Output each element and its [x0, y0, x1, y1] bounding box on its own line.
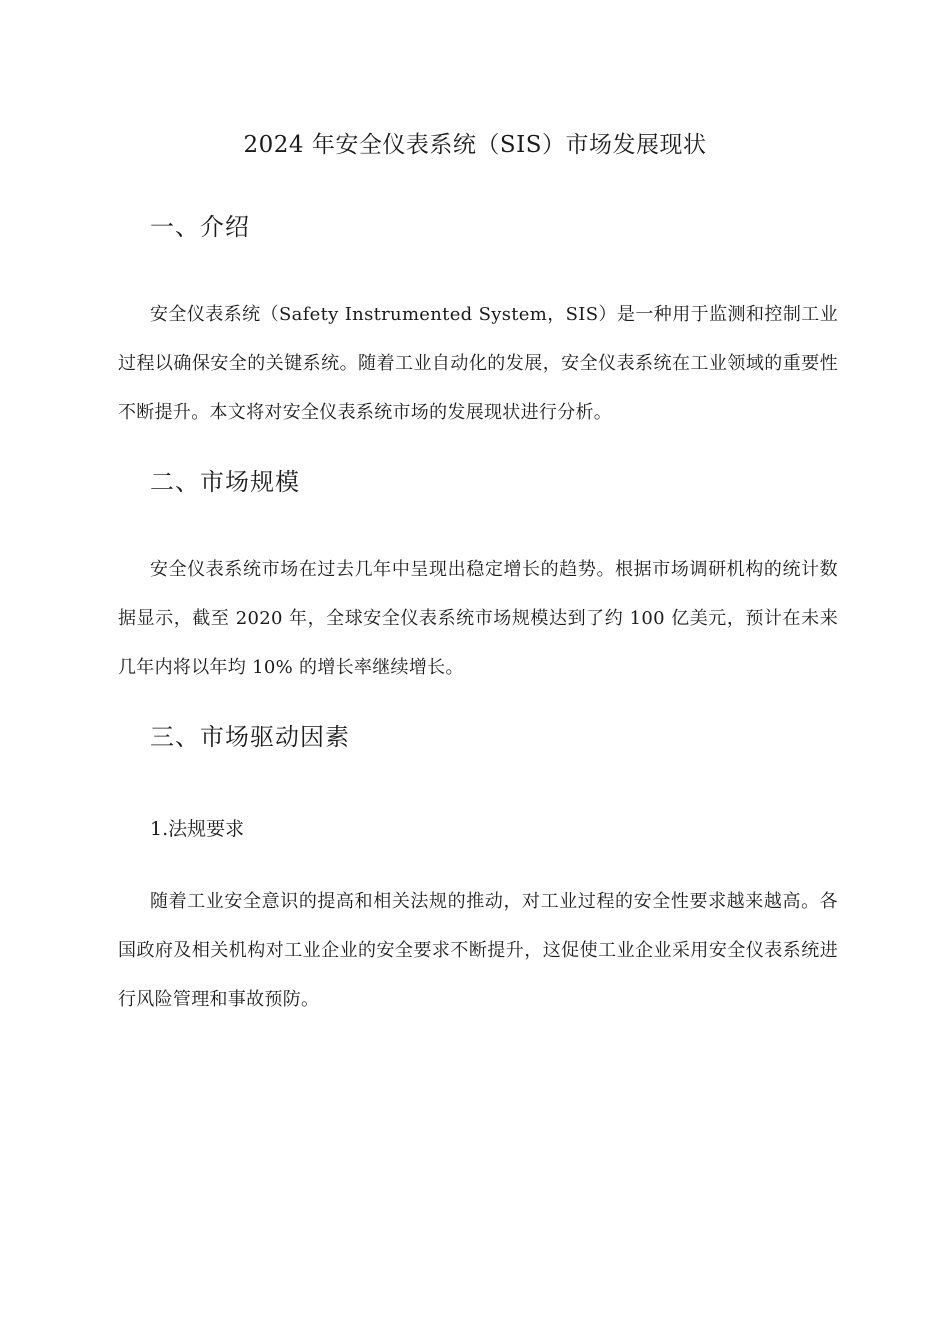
document-title: 2024 年安全仪表系统（SIS）市场发展现状: [243, 132, 707, 158]
section-heading-market-size: 二、市场规模: [150, 468, 300, 496]
subheading-regulations: 1.法规要求: [150, 818, 245, 840]
paragraph-market-size: 安全仪表系统市场在过去几年中呈现出稳定增长的趋势。根据市场调研机构的统计数据显示，截至 2020 年，全球安全仪表系统市场规模达到了约 100 亿美元，预计在未来几年内将以年均 10% 的增长率继续增长。: [118, 559, 838, 678]
paragraph-regulations: 随着工业安全意识的提高和相关法规的推动，对工业过程的安全性要求越来越高。各国政府及相关机构对工业企业的安全要求不断提升，这促使工业企业采用安全仪表系统进行风险管理和事故预防。: [118, 891, 838, 1010]
section-heading-market-drivers: 三、市场驱动因素: [150, 723, 350, 751]
paragraph-introduction: 安全仪表系统（Safety Instrumented System，SIS）是一种用于监测和控制工业过程以确保安全的关键系统。随着工业自动化的发展，安全仪表系统在工业领域的重要性不断提升。本文将对安全仪表系统市场的发展现状进行分析。: [118, 304, 838, 423]
section-heading-introduction: 一、介绍: [150, 213, 250, 241]
